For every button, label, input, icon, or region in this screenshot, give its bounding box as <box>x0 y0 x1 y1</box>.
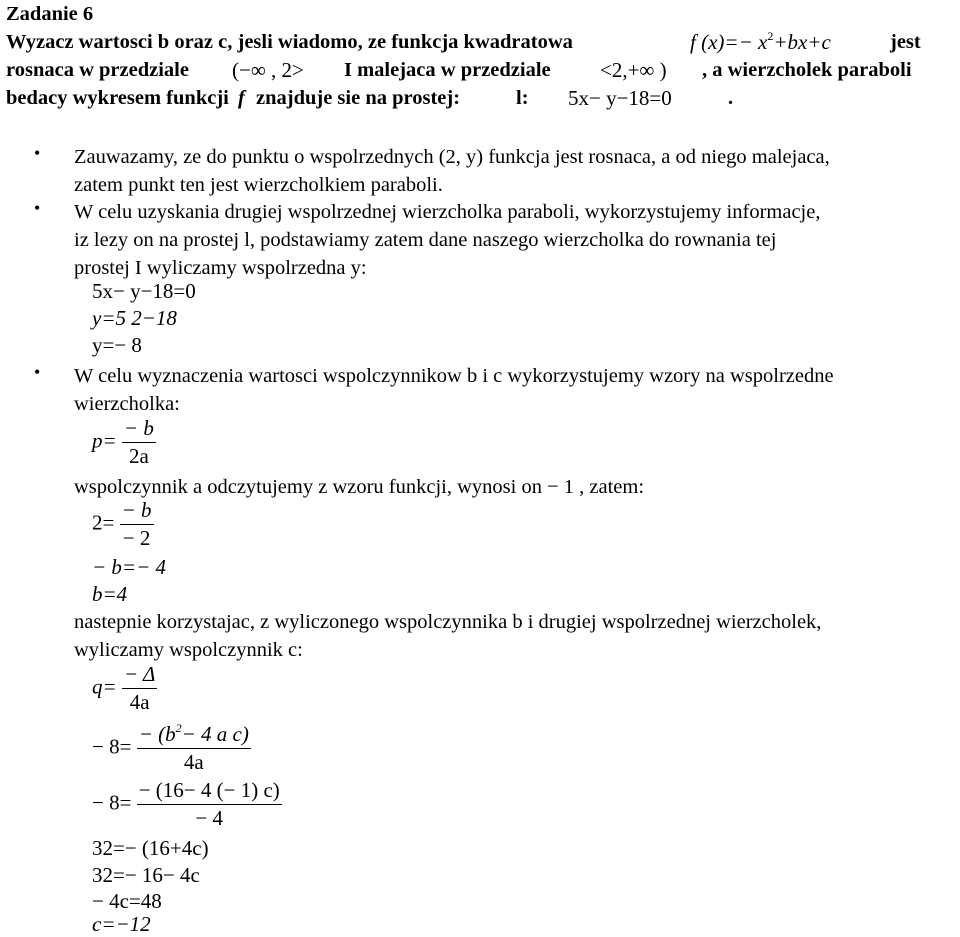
equation-c-result: c=−12 <box>92 912 151 936</box>
problem-text: Wyzacz wartosci b oraz c, jesli wiadomo, ze funkcja kwadratowa <box>6 31 573 53</box>
interval-decreasing: <2,+∞ ) <box>600 58 667 82</box>
formula-q-substituted: − 8= $\frac{- (16- 4 (- 1) c)}{- 4}$ <box>92 778 280 830</box>
task-header <box>6 0 956 112</box>
interval-increasing: (−∞ , 2> <box>232 58 304 82</box>
formula-p-substituted: 2= $\frac{- b}{- 2}$ <box>92 498 152 550</box>
text-coefficient-a: wspolczynnik a odczytujemy z wzoru funkcji, wynosi on − 1 , zatem: <box>74 476 645 498</box>
bullet-icon: • <box>34 143 41 163</box>
equation-step-3: − 4c=48 <box>92 889 162 913</box>
problem-line-2: rosnaca w przedziale (−∞ , 2> I malejaca w przedziale <2,+∞ ) , a wierzcholek paraboli <box>6 58 912 82</box>
equation-result-y: y=− 8 <box>92 333 142 357</box>
equation-substitution: y=5 2−18 <box>92 306 177 330</box>
equation-b-result: b=4 <box>92 582 128 606</box>
line-equation: 5x− y−18=0 <box>568 86 672 110</box>
problem-text-tail: jest <box>890 31 921 53</box>
formula-q-expanded: − 8= $\frac{- (b^2- 4 a c)}{4a}$ <box>92 721 249 774</box>
equation-step-1: 32=− (16+4c) <box>92 836 209 860</box>
bullet-icon: • <box>34 362 41 382</box>
document-page: Zadanie 6 Wyzacz wartosci b oraz c, jesli wiadomo, ze funkcja kwadratowa f $(x)=- x^2+bx+c$ jest rosnaca w przedziale (−∞ , 2> I malejaca w przedziale <2,+∞ ) , a wierzcholek paraboli bedacy wykresem funkcji f znajduje sie na prostej: l: 5x− y−18=0 . • Zauwazamy, ze do punktu o wspolrzednych (2, y) funkcja jest rosnaca, a od niego malejaca, zatem punkt ten jest wierzcholkiem paraboli. • W celu uzyskania drugiej wspolrzednej wierzcholka paraboli, wykorzystujemy informacje, iz lezy on na prostej l, podstawiamy zatem dane naszego wierzcholka do rownania tej prostej I wyliczamy wspolrzedna y: 5x− y−18=0 y=5 2−18 y=− 8 • W celu wyznaczenia wartosci wspolczynnikow b i c wykorzystujemy wzory na wspolrzedne wierzcholka: p= $\frac{- b}{2a}$ wspolczynnik a odczytujemy z wzoru funkcji, wynosi on − 1 , zatem: 2= $\frac{- b}{- 2}$ − b=− 4 b=4 nastepnie korzystajac, z wyliczonego wspolczynnika b i drugiej wspolrzednej wierzcholek, wyliczamy wspolczynnik c: q= $\frac{- \Delta}{4a}$ − 8= $\frac{- (b^2- 4 a c)}{4a}$ − 8= $\frac{- (16- 4 (- 1) c)}{- 4}$ 32=− (16+4c) 32=− 16− 4c − 4c=48 c=−12 <box>6 0 956 112</box>
equation-step-2: 32=− 16− 4c <box>92 863 200 887</box>
equation-line: 5x− y−18=0 <box>92 279 196 303</box>
problem-line-1 <box>6 28 956 56</box>
bullet-icon: • <box>34 198 41 218</box>
formula-p: p= $\frac{- b}{2a}$ <box>92 416 154 468</box>
equation-minus-b: − b=− 4 <box>92 555 167 579</box>
problem-line-3: bedacy wykresem funkcji f znajduje sie na prostej: l: 5x− y−18=0 . <box>6 86 734 110</box>
function-formula: f $(x)=- x^2+bx+c$ <box>690 29 831 54</box>
formula-q: q= $\frac{- \Delta}{4a}$ <box>92 662 156 714</box>
text-next-2: wyliczamy wspolczynnik c: <box>74 639 303 661</box>
task-title: Zadanie 6 <box>6 3 94 25</box>
text-next-1: nastepnie korzystajac, z wyliczonego wspolczynnika b i drugiej wspolrzednej wierzcholek, <box>74 611 822 633</box>
